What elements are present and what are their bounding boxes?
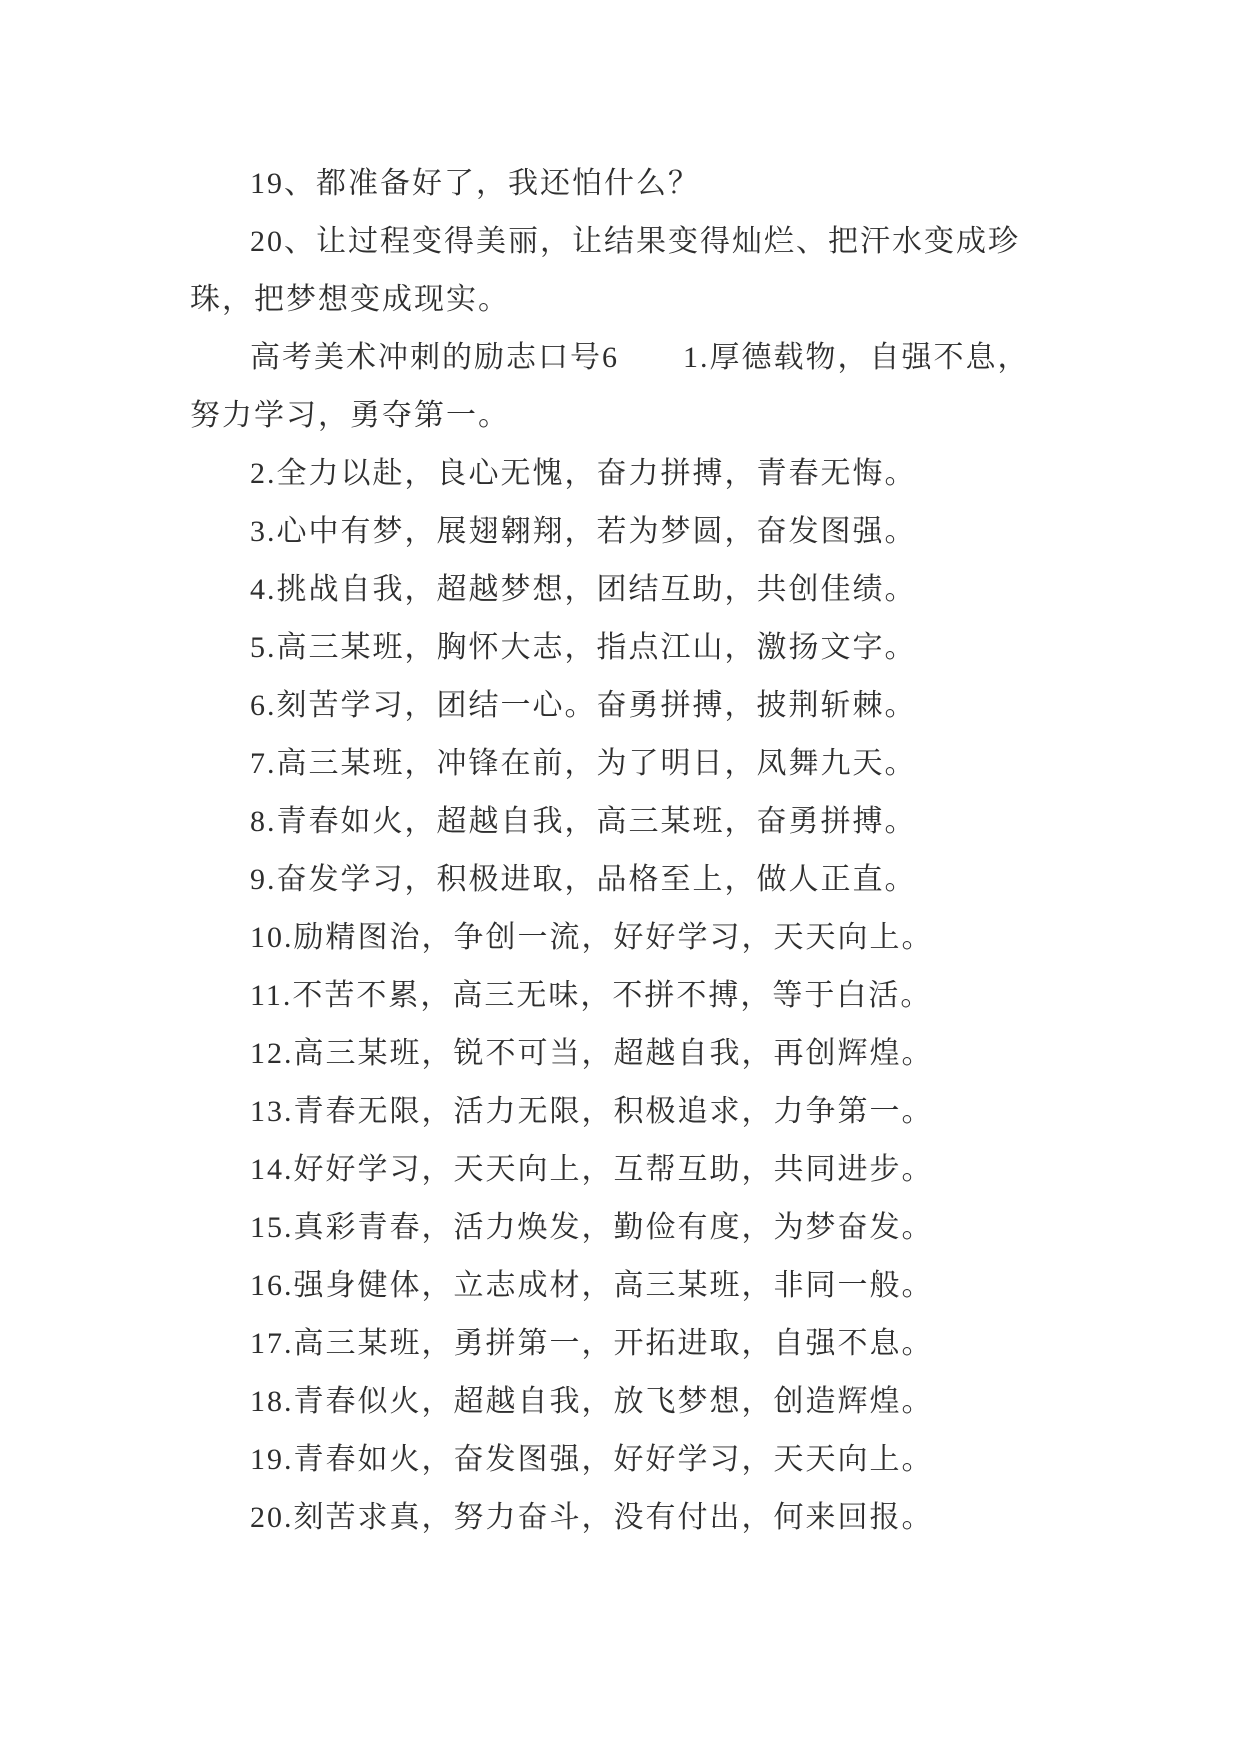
paragraph bbox=[190, 1025, 1091, 1083]
paragraph bbox=[190, 735, 1091, 793]
text-line: 2.全力以赴，良心无愧，奋力拼搏，青春无悔。 bbox=[250, 457, 917, 490]
text-line: 19、都准备好了，我还怕什么？ bbox=[250, 167, 700, 200]
paragraph bbox=[190, 967, 1091, 1025]
paragraph bbox=[190, 1141, 1091, 1199]
paragraph bbox=[190, 909, 1091, 967]
paragraph bbox=[190, 619, 1091, 677]
text-line: 3.心中有梦，展翅翱翔，若为梦圆，奋发图强。 bbox=[250, 515, 917, 548]
text-line: 15.真彩青春，活力焕发，勤俭有度，为梦奋发。 bbox=[250, 1211, 934, 1244]
paragraph bbox=[190, 1199, 1091, 1257]
text-line: 20、让过程变得美丽，让结果变得灿烂、把汗水变成珍 bbox=[250, 225, 1020, 258]
text-line: 珠，把梦想变成现实。 bbox=[190, 283, 510, 316]
text-line: 6.刻苦学习，团结一心。奋勇拼搏，披荆斩棘。 bbox=[250, 689, 917, 722]
paragraph bbox=[190, 1257, 1091, 1315]
text-line: 14.好好学习，天天向上，互帮互助，共同进步。 bbox=[250, 1153, 934, 1186]
paragraph bbox=[190, 1431, 1091, 1489]
paragraph bbox=[190, 677, 1091, 735]
paragraph bbox=[190, 851, 1091, 909]
paragraph bbox=[190, 155, 1091, 213]
paragraph bbox=[190, 561, 1091, 619]
text-line: 4.挑战自我，超越梦想，团结互助，共创佳绩。 bbox=[250, 573, 917, 606]
paragraph bbox=[190, 1315, 1091, 1373]
text-line: 18.青春似火，超越自我，放飞梦想，创造辉煌。 bbox=[250, 1385, 934, 1418]
paragraph bbox=[190, 793, 1091, 851]
paragraph bbox=[190, 1373, 1091, 1431]
text-line: 5.高三某班，胸怀大志，指点江山，激扬文字。 bbox=[250, 631, 917, 664]
paragraph bbox=[190, 445, 1091, 503]
paragraph bbox=[190, 503, 1091, 561]
text-line: 9.奋发学习，积极进取，品格至上，做人正直。 bbox=[250, 863, 917, 896]
text-line: 16.强身健体，立志成材，高三某班，非同一般。 bbox=[250, 1269, 934, 1302]
text-line: 12.高三某班，锐不可当，超越自我，再创辉煌。 bbox=[250, 1037, 934, 1070]
text-line: 8.青春如火，超越自我，高三某班，奋勇拼搏。 bbox=[250, 805, 917, 838]
text-line: 努力学习，勇夺第一。 bbox=[190, 399, 510, 432]
text-line: 11.不苦不累，高三无味，不拼不搏，等于白活。 bbox=[250, 979, 933, 1012]
document-body bbox=[190, 155, 1091, 1547]
paragraph bbox=[190, 329, 1091, 445]
paragraph bbox=[190, 1083, 1091, 1141]
paragraph bbox=[190, 213, 1091, 329]
paragraph bbox=[190, 1489, 1091, 1547]
text-line: 13.青春无限，活力无限，积极追求，力争第一。 bbox=[250, 1095, 934, 1128]
text-line: 高考美术冲刺的励志口号6 1.厚德载物，自强不息， bbox=[250, 341, 1030, 374]
text-line: 10.励精图治，争创一流，好好学习，天天向上。 bbox=[250, 921, 934, 954]
text-line: 7.高三某班，冲锋在前，为了明日，凤舞九天。 bbox=[250, 747, 917, 780]
text-line: 20.刻苦求真，努力奋斗，没有付出，何来回报。 bbox=[250, 1501, 934, 1534]
text-line: 19.青春如火，奋发图强，好好学习，天天向上。 bbox=[250, 1443, 934, 1476]
text-line: 17.高三某班，勇拼第一，开拓进取，自强不息。 bbox=[250, 1327, 934, 1360]
